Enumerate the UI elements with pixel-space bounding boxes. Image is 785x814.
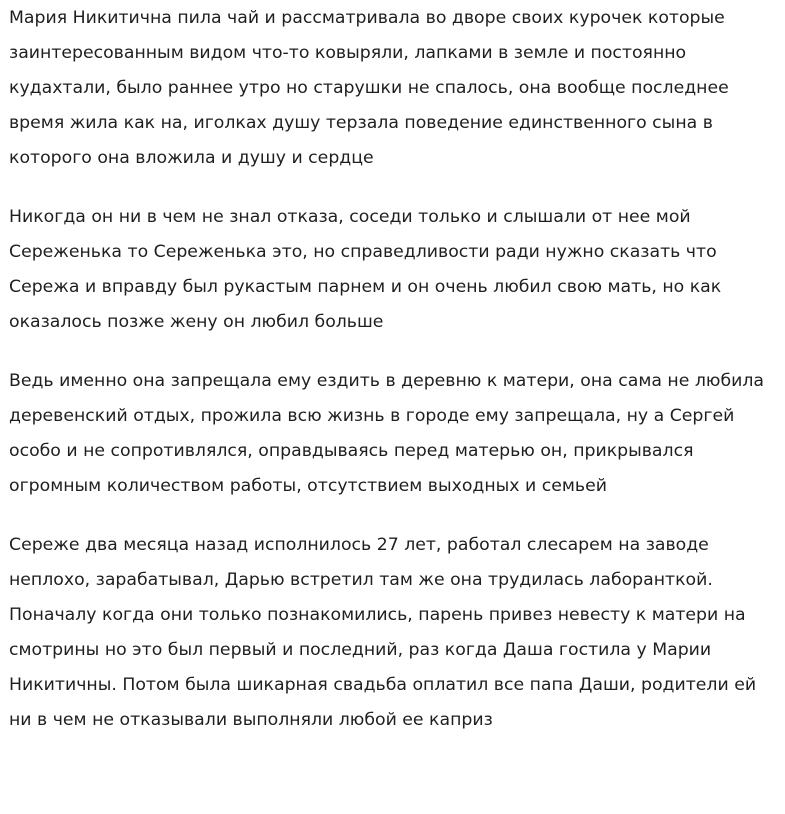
paragraph-4: Сереже два месяца назад исполнилось 27 лет, работал слесарем на заводе неплохо, зарабатывал, Дарью встретил там же она трудилась лаборанткой. Поначалу когда они только познакомились, парень привез невесту к матери на смотрины но это был первый и последний, раз когда Даша гостила у Марии Никитичны. Потом была шикарная свадьба оплатил все папа Даши, родители ей ни в чем не отказывали выполняли любой ее каприз [9, 535, 757, 730]
paragraph-3: Ведь именно она запрещала ему ездить в деревню к матери, она сама не любила деревенский отдых, прожила всю жизнь в городе ему запрещала, ну а Сергей особо и не сопротивлялся, оправдываясь перед матерью он, прикрывался огромным количеством работы, отсутствием выходных и семьей [9, 371, 764, 496]
paragraph-2: Никогда он ни в чем не знал отказа, соседи только и слышали от нее мой Сереженька то Сереженька это, но справедливости ради нужно сказать что Сережа и вправду был рукастым парнем и он очень любил свою мать, но как оказалось позже жену он любил больше [9, 207, 722, 332]
article-body [0, 1, 785, 738]
paragraph-1: Мария Никитична пила чай и рассматривала во дворе своих курочек которые заинтересованным видом что-то ковыряли, лапками в земле и постоянно кудахтали, было раннее утро но старушки не спалось, она вообще последнее время жила как на, иголках душу терзала поведение единственного сына в которого она вложила и душу и сердце [9, 8, 729, 168]
